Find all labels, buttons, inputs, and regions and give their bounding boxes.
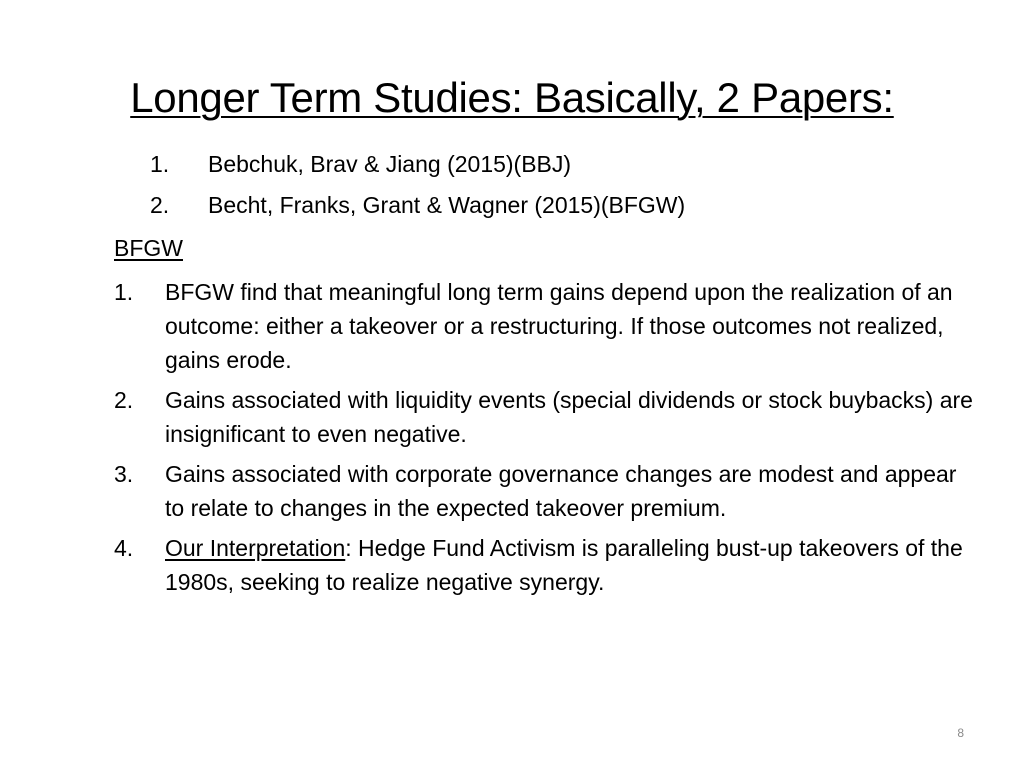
paper-number: 2.	[150, 192, 170, 218]
interpretation-label: Our Interpretation	[165, 535, 346, 561]
interpretation-text: : Hedge Fund Activism is paralleling bust-up takeovers of the 1980s, seeking to realize negative synergy.	[165, 535, 963, 595]
finding-item	[114, 457, 974, 525]
finding-item	[114, 531, 974, 599]
paper-list	[150, 150, 970, 232]
finding-text	[165, 531, 974, 599]
finding-item	[114, 275, 974, 377]
finding-number: 3.	[114, 461, 134, 487]
paper-item	[150, 150, 970, 178]
finding-list	[114, 275, 974, 605]
finding-number: 1.	[114, 279, 134, 305]
slide-number: 8	[957, 726, 964, 740]
slide-title-text: Longer Term Studies: Basically, 2 Papers:	[130, 74, 894, 121]
finding-number: 4.	[114, 535, 134, 561]
slide-title	[0, 72, 1024, 124]
finding-text: Gains associated with liquidity events (special dividends or stock buybacks) are insignificant to even negative.	[165, 387, 973, 447]
finding-number: 2.	[114, 387, 134, 413]
paper-citation: Becht, Franks, Grant & Wagner (2015)(BFGW)	[208, 192, 686, 218]
section-heading: BFGW	[114, 235, 183, 261]
finding-text: Gains associated with corporate governance changes are modest and appear to relate to changes in the expected takeover premium.	[165, 461, 957, 521]
paper-item	[150, 191, 970, 219]
paper-citation: Bebchuk, Brav & Jiang (2015)(BBJ)	[208, 151, 572, 177]
finding-item	[114, 383, 974, 451]
paper-number: 1.	[150, 151, 170, 177]
finding-text: BFGW find that meaningful long term gains depend upon the realization of an outcome: either a takeover or a restructuring. If those outcomes not realized, gains erode.	[165, 279, 953, 373]
